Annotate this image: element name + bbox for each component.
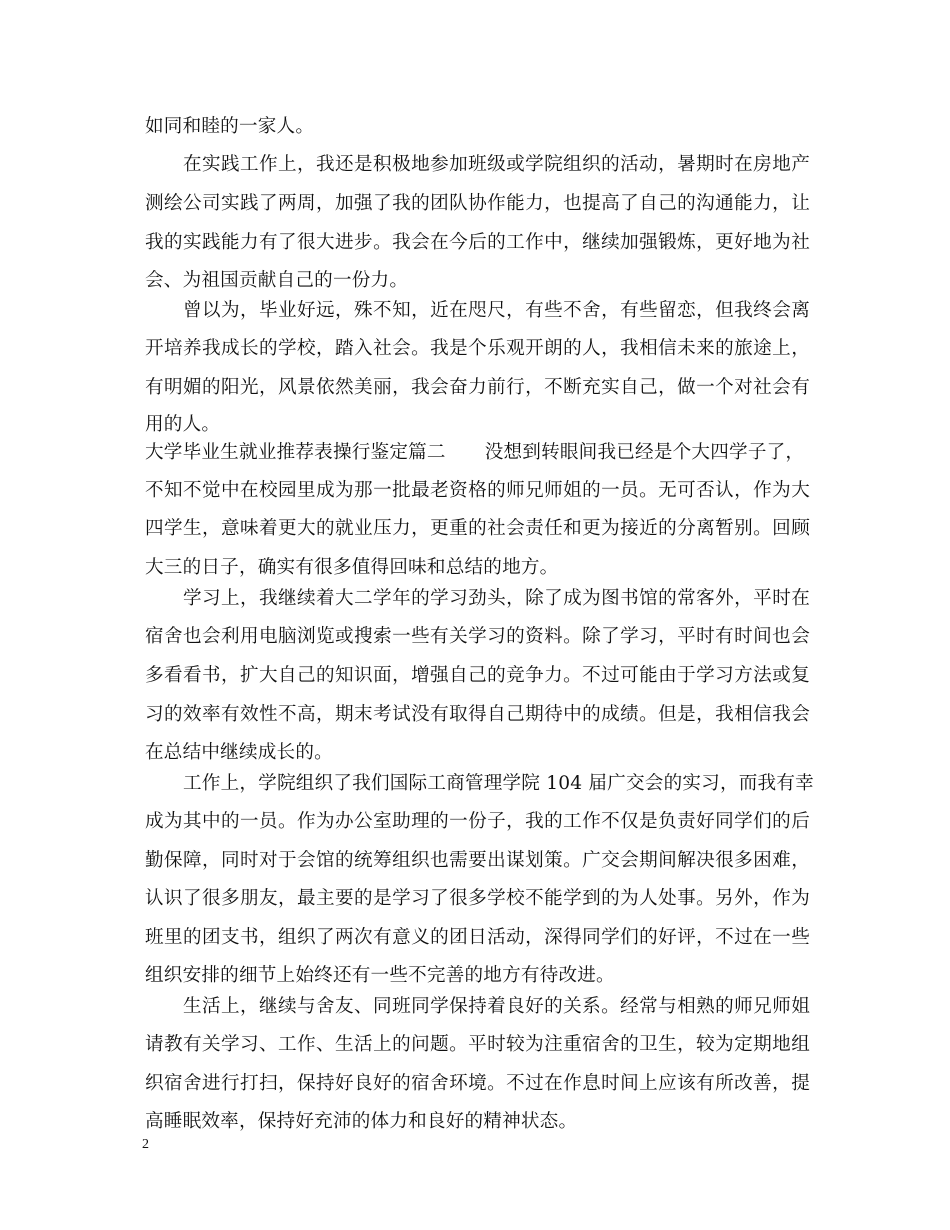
text-line: 宿舍也会利用电脑浏览或搜索一些有关学习的资料。除了学习，平时有时间也会 <box>145 626 810 647</box>
text-line: 有明媚的阳光，风景依然美丽，我会奋力前行，不断充实自己，做一个对社会有 <box>145 377 810 398</box>
text-line: 高睡眠效率，保持好充沛的体力和良好的精神状态。 <box>145 1111 578 1132</box>
text-line: 组织安排的细节上始终还有一些不完善的地方有待改进。 <box>145 965 615 986</box>
text-line: 多看看书，扩大自己的知识面，增强自己的竞争力。不过可能由于学习方法或复 <box>145 665 810 686</box>
text-line: 我的实践能力有了很大进步。我会在今后的工作中，继续加强锻炼，更好地为社 <box>145 232 810 253</box>
text-line: 如同和睦的一家人。 <box>145 116 315 137</box>
text-line: 不知不觉中在校园里成为那一批最老资格的师兄师姐的一员。无可否认，作为大 <box>145 480 810 501</box>
text-line: 四学生，意味着更大的就业压力，更重的社会责任和更为接近的分离暂别。回顾 <box>145 518 810 539</box>
text-line: 习的效率有效性不高，期末考试没有取得自己期待中的成绩。但是，我相信我会 <box>145 704 810 725</box>
text-line: 曾以为，毕业好远，殊不知，近在咫尺，有些不舍，有些留恋，但我终会离 <box>183 300 810 321</box>
text-line: 班里的团支书，组织了两次有意义的团日活动，深得同学们的好评，不过在一些 <box>145 927 810 948</box>
text-line: 勤保障，同时对于会馆的统筹组织也需要出谋划策。广交会期间解决很多困难， <box>145 850 810 871</box>
text-line: 成为其中的一员。作为办公室助理的一份子，我的工作不仅是负责好同学们的后 <box>145 811 810 832</box>
section-heading: 大学毕业生就业推荐表操行鉴定篇二 <box>145 442 446 463</box>
section-heading-line <box>145 438 810 468</box>
page-number: 2 <box>142 1137 149 1152</box>
text-line: 请教有关学习、工作、生活上的问题。平时较为注重宿舍的卫生，较为定期地组 <box>145 1034 810 1055</box>
text-line: 工作上，学院组织了我们国际工商管理学院 104 届广交会的实习，而我有幸 <box>183 773 814 794</box>
text-line: 学习上，我继续着大二学年的学习劲头，除了成为图书馆的常客外，平时在 <box>183 588 810 609</box>
text-line: 大三的日子，确实有很多值得回味和总结的地方。 <box>145 557 559 578</box>
text-line: 测绘公司实践了两周，加强了我的团队协作能力，也提高了自己的沟通能力，让 <box>145 193 810 214</box>
text-line: 开培养我成长的学校，踏入社会。我是个乐观开朗的人，我相信未来的旅途上， <box>145 338 810 359</box>
text-line: 会、为祖国贡献自己的一份力。 <box>145 270 409 291</box>
text-line: 在实践工作上，我还是积极地参加班级或学院组织的活动，暑期时在房地产 <box>183 154 810 175</box>
text-line: 织宿舍进行打扫，保持好良好的宿舍环境。不过在作息时间上应该有所改善，提 <box>145 1073 810 1094</box>
text-line: 用的人。 <box>145 414 221 435</box>
text-line: 在总结中继续成长的。 <box>145 742 333 763</box>
text-line: 生活上，继续与舍友、同班同学保持着良好的关系。经常与相熟的师兄师姐 <box>183 996 810 1017</box>
text-line: 认识了很多朋友，最主要的是学习了很多学校不能学到的为人处事。另外，作为 <box>145 888 810 909</box>
paragraph-start: 没想到转眼间我已经是个大四学子了， <box>484 442 805 463</box>
